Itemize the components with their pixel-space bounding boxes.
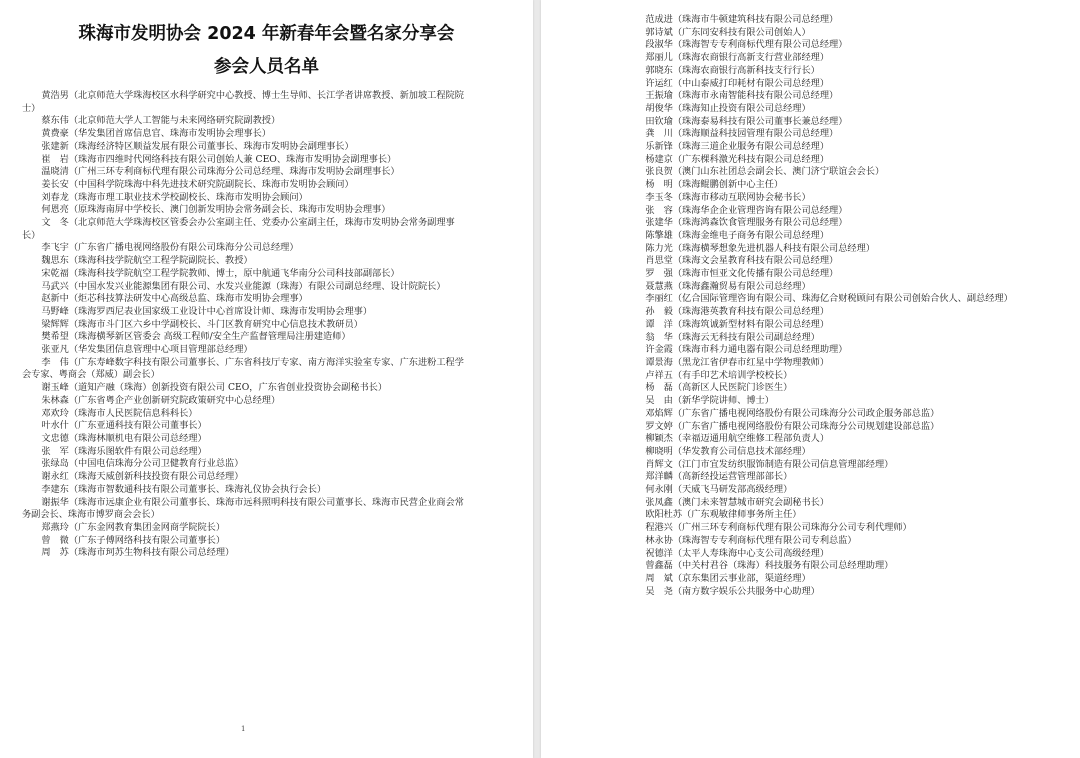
attendee-entry: 谭 洋（珠海筑诚新型材料有限公司总经理） xyxy=(645,318,830,330)
attendee-entry: 肖思堂（珠海文会星教育科技有限公司总经理） xyxy=(645,255,839,267)
attendee-entry: 张凤鑫（澳门未来智慧城市研究会副秘书长） xyxy=(645,496,830,508)
attendee-entry: 欧阳杜苏（广东观敏律师事务所主任） xyxy=(645,509,802,521)
attendee-entry: 张绿岛（中国电信珠海分公司卫健教育行业总监） xyxy=(41,458,244,470)
attendee-entry: 黄费豪（华发集团首席信息官、珠海市发明协会理事长） xyxy=(41,128,271,140)
attendee-entry: 叶水什（广东亚通科技有限公司董事长） xyxy=(41,420,207,432)
attendee-entry: 朱林森（广东省粤企产业创新研究院政策研究中心总经理） xyxy=(41,394,281,406)
attendee-entry: 李建东（珠海市智数通科技有限公司董事长、珠海礼仪协会执行会长） xyxy=(41,483,327,495)
attendee-entry: 刘春龙（珠海市理工职业技术学校副校长、珠海市发明协会顾问） xyxy=(41,191,308,203)
attendee-entry: 蔡东伟（北京师范大学人工智能与未来网络研究院副教授） xyxy=(41,115,281,127)
attendee-entry: 段淑华（珠海智专专利商标代理有限公司总经理） xyxy=(645,39,848,51)
attendee-entry: 曾鑫磊（中关村君谷（珠海）科技服务有限公司总经理助理） xyxy=(645,560,894,572)
attendee-entry: 谭景海（黑龙江省伊春市红星中学物理教师） xyxy=(645,356,830,368)
attendee-entry: 赵新中（炬芯科技算法研发中心高级总监、珠海市发明协会理事） xyxy=(41,293,308,305)
attendee-entry: 邓欢玲（珠海市人民医院信息科科长） xyxy=(41,407,198,419)
attendee-entry: 柳晓明（华发教育公司信息技术部经理） xyxy=(645,445,811,457)
attendee-entry: 梁辉辉（珠海市斗门区六乡中学副校长、斗门区教育研究中心信息技术教研员） xyxy=(41,318,363,330)
attendee-entry: 谢玉峰（道知产融（珠海）创新投资有限公司 CEO，广东省创业投资协会副秘书长） xyxy=(41,382,388,394)
attendee-entry: 卢祥五（有手印艺术培训学校校长） xyxy=(645,369,793,381)
attendee-entry: 周 苏（珠海市珂苏生物科技有限公司总经理） xyxy=(41,547,235,559)
attendee-entry: 肖辉文（江门市宜发纺织服饰制造有限公司信息管理部经理） xyxy=(645,458,894,470)
attendee-entry: 乐新锋（珠海三道企业服务有限公司总经理） xyxy=(645,141,830,153)
attendee-entry: 文忠德（珠海林顺机电有限公司总经理） xyxy=(41,432,207,444)
document-page-1 xyxy=(0,0,533,758)
attendee-entry: 何恩亮（原珠海南屏中学校长、澳门创新发明协会常务副会长、珠海市发明协会理事） xyxy=(41,204,391,216)
attendee-entry: 杨 磊（高新区人民医院门诊医生） xyxy=(645,382,793,394)
attendee-entry: 祝德洋（太平人寿珠海中心支公司高级经理） xyxy=(645,547,830,559)
attendee-entry: 杨 明（珠海鲲鹏创新中心主任） xyxy=(645,179,784,191)
attendee-entry: 程港兴（广州三环专利商标代理有限公司珠海分公司专利代理师） xyxy=(645,522,912,534)
attendee-entry: 谢永红（珠海天威创新科技投资有限公司总经理） xyxy=(41,471,244,483)
attendee-entry: 许运红（中山泰威打印耗材有限公司总经理） xyxy=(645,77,830,89)
attendee-entry: 李玉冬（珠海市移动互联网协会秘书长） xyxy=(645,191,811,203)
attendee-entry: 翁 华（珠海云无科技有限公司副总经理） xyxy=(645,331,820,343)
attendee-entry: 曾 微（广东子傅网络科技有限公司董事长） xyxy=(41,534,226,546)
attendee-entry: 谢振华（珠海市远康企业有限公司董事长、珠海市远科照明科技有限公司董事长、珠海市民营企业商会常务副会长、珠海市博罗商会会长） xyxy=(22,496,464,521)
attendee-entry: 崔 岩（珠海市四维时代网络科技有限公司创始人兼 CEO、珠海市发明协会副理事长） xyxy=(41,153,397,165)
attendee-entry: 罗 强（珠海市恒亚文化传播有限公司总经理） xyxy=(645,268,839,280)
attendee-entry: 胡俊华（珠海知止投资有限公司总经理） xyxy=(645,102,811,114)
attendee-entry: 郑燕玲（广东金网教育集团金网商学院院长） xyxy=(41,521,226,533)
attendee-entry: 陈力光（珠海横琴想象先进机器人科技有限公司总经理） xyxy=(645,242,875,254)
attendee-entry: 范成进（珠海市牛顿建筑科技有限公司总经理） xyxy=(645,14,839,25)
attendee-entry: 聂慧燕（珠海鑫瀚贸易有限公司总经理） xyxy=(645,280,811,292)
attendee-entry: 张 军（珠海乐图软件有限公司总经理） xyxy=(41,445,207,457)
attendee-entry: 张建新（珠海经济特区顺益发展有限公司董事长、珠海市发明协会副理事长） xyxy=(41,140,354,152)
attendee-entry: 张建华（珠海鸿森饮食管理服务有限公司总经理） xyxy=(645,217,848,229)
attendee-entry: 龚 川（珠海顺益科技园管理有限公司总经理） xyxy=(645,128,839,140)
attendee-entry: 许金霞（珠海市科力通电器有限公司总经理助理） xyxy=(645,344,848,356)
attendee-entry: 宋乾福（珠海科技学院航空工程学院教师、博士，原中航通飞华南分公司科技部副部长） xyxy=(41,267,400,279)
attendee-entry: 李丽红（亿合国际管理咨询有限公司、珠海亿合财税顾问有限公司创始合伙人、副总经理） xyxy=(645,293,1013,305)
document-title: 珠海市发明协会 2024 年新春年会暨名家分享会 xyxy=(78,24,455,44)
attendee-entry: 温晓清（广州三环专利商标代理有限公司珠海分公司总经理、珠海市发明协会副理事长） xyxy=(41,166,400,178)
attendee-list-page-2 xyxy=(626,14,1058,598)
attendee-entry: 张亚凡（华发集团信息管理中心项目管理部总经理） xyxy=(41,344,253,356)
attendee-entry: 罗文婷（广东省广播电视网络股份有限公司珠海分公司规划建设部总监） xyxy=(645,420,940,432)
attendee-entry: 郭晓东（珠海农商银行高新科技支行行长） xyxy=(645,64,820,76)
page-number: 1 xyxy=(241,725,246,733)
attendee-entry: 郭诗斌（广东同安科技有限公司创始人） xyxy=(645,26,811,38)
attendee-entry: 姜长安（中国科学院珠海中科先进技术研究院副院长、珠海市发明协会顾问） xyxy=(41,178,354,190)
attendee-entry: 陈擎雄（珠海金维电子商务有限公司总经理） xyxy=(645,229,830,241)
attendee-entry: 魏思东（珠海科技学院航空工程学院副院长、教授） xyxy=(41,255,253,267)
attendee-entry: 郑丽儿（珠海农商银行高新支行营业部经理） xyxy=(645,52,830,64)
document-subtitle: 参会人员名单 xyxy=(214,57,319,77)
attendee-entry: 张良贺（澳门山东社团总会副会长、澳门济宁联谊会会长） xyxy=(645,166,885,178)
attendee-entry: 李飞宇（广东省广播电视网络股份有限公司珠海分公司总经理） xyxy=(41,242,299,254)
attendee-entry: 周 斌（京东集团云事业部，渠道经理） xyxy=(645,572,811,584)
attendee-entry: 郑洋麟（高新经投运营管理部部长） xyxy=(645,471,793,483)
attendee-entry: 田钦瑜（珠海泰易科技有限公司董事长兼总经理） xyxy=(645,115,848,127)
attendee-entry: 文 冬（北京师范大学珠海校区管委会办公室副主任、党委办公室副主任，珠海市发明协会常务副理事长） xyxy=(22,217,455,241)
attendee-entry: 孙 毅（珠海港英教育科技有限公司总经理） xyxy=(645,306,830,318)
document-page-2 xyxy=(541,0,1080,758)
attendee-entry: 吴 尧（南方数字娱乐公共服务中心助理） xyxy=(645,585,820,597)
attendee-entry: 马野峰（珠海罗西尼表业国家级工业设计中心首席设计师、珠海市发明协会理事） xyxy=(41,305,373,317)
attendee-list-page-1 xyxy=(22,90,468,560)
attendee-entry: 马武兴（中国水发兴业能源集团有限公司、水发兴业能源（珠海）有限公司副总经理、设计院院长） xyxy=(41,280,446,292)
attendee-entry: 李 伟（广东寿峰数字科技有限公司董事长、广东省科技厅专家、南方海洋实验室专家、广东进粉工程学会专家、粤商会（郑威）副会长） xyxy=(22,356,464,381)
attendee-entry: 王振瑜（珠海市永南智能科技有限公司总经理） xyxy=(645,90,839,102)
attendee-entry: 何永刚（天威飞马研发部高级经理） xyxy=(645,484,793,496)
attendee-entry: 林永协（珠海智专专利商标代理有限公司专利总监） xyxy=(645,534,857,546)
attendee-entry: 樊希望（珠海横琴新区管委会 高级工程师/安全生产监督管理局注册建造师） xyxy=(41,331,351,343)
attendee-entry: 张 容（珠海华企企业管理咨询有限公司总经理） xyxy=(645,204,848,216)
attendee-entry: 黄浩男（北京师范大学珠海校区水科学研究中心教授、博士生导师、长江学者讲席教授、新加坡工程院院士） xyxy=(22,90,464,114)
attendee-entry: 杨建京（广东棵科激光科技有限公司总经理） xyxy=(645,153,830,165)
attendee-entry: 吴 由（新华学院讲师、博士） xyxy=(645,395,774,407)
attendee-entry: 邓焰辉（广东省广播电视网络股份有限公司珠海分公司政企服务部总监） xyxy=(645,407,940,419)
attendee-entry: 柳颖杰（幸福迈通用航空维修工程部负责人） xyxy=(645,433,830,445)
